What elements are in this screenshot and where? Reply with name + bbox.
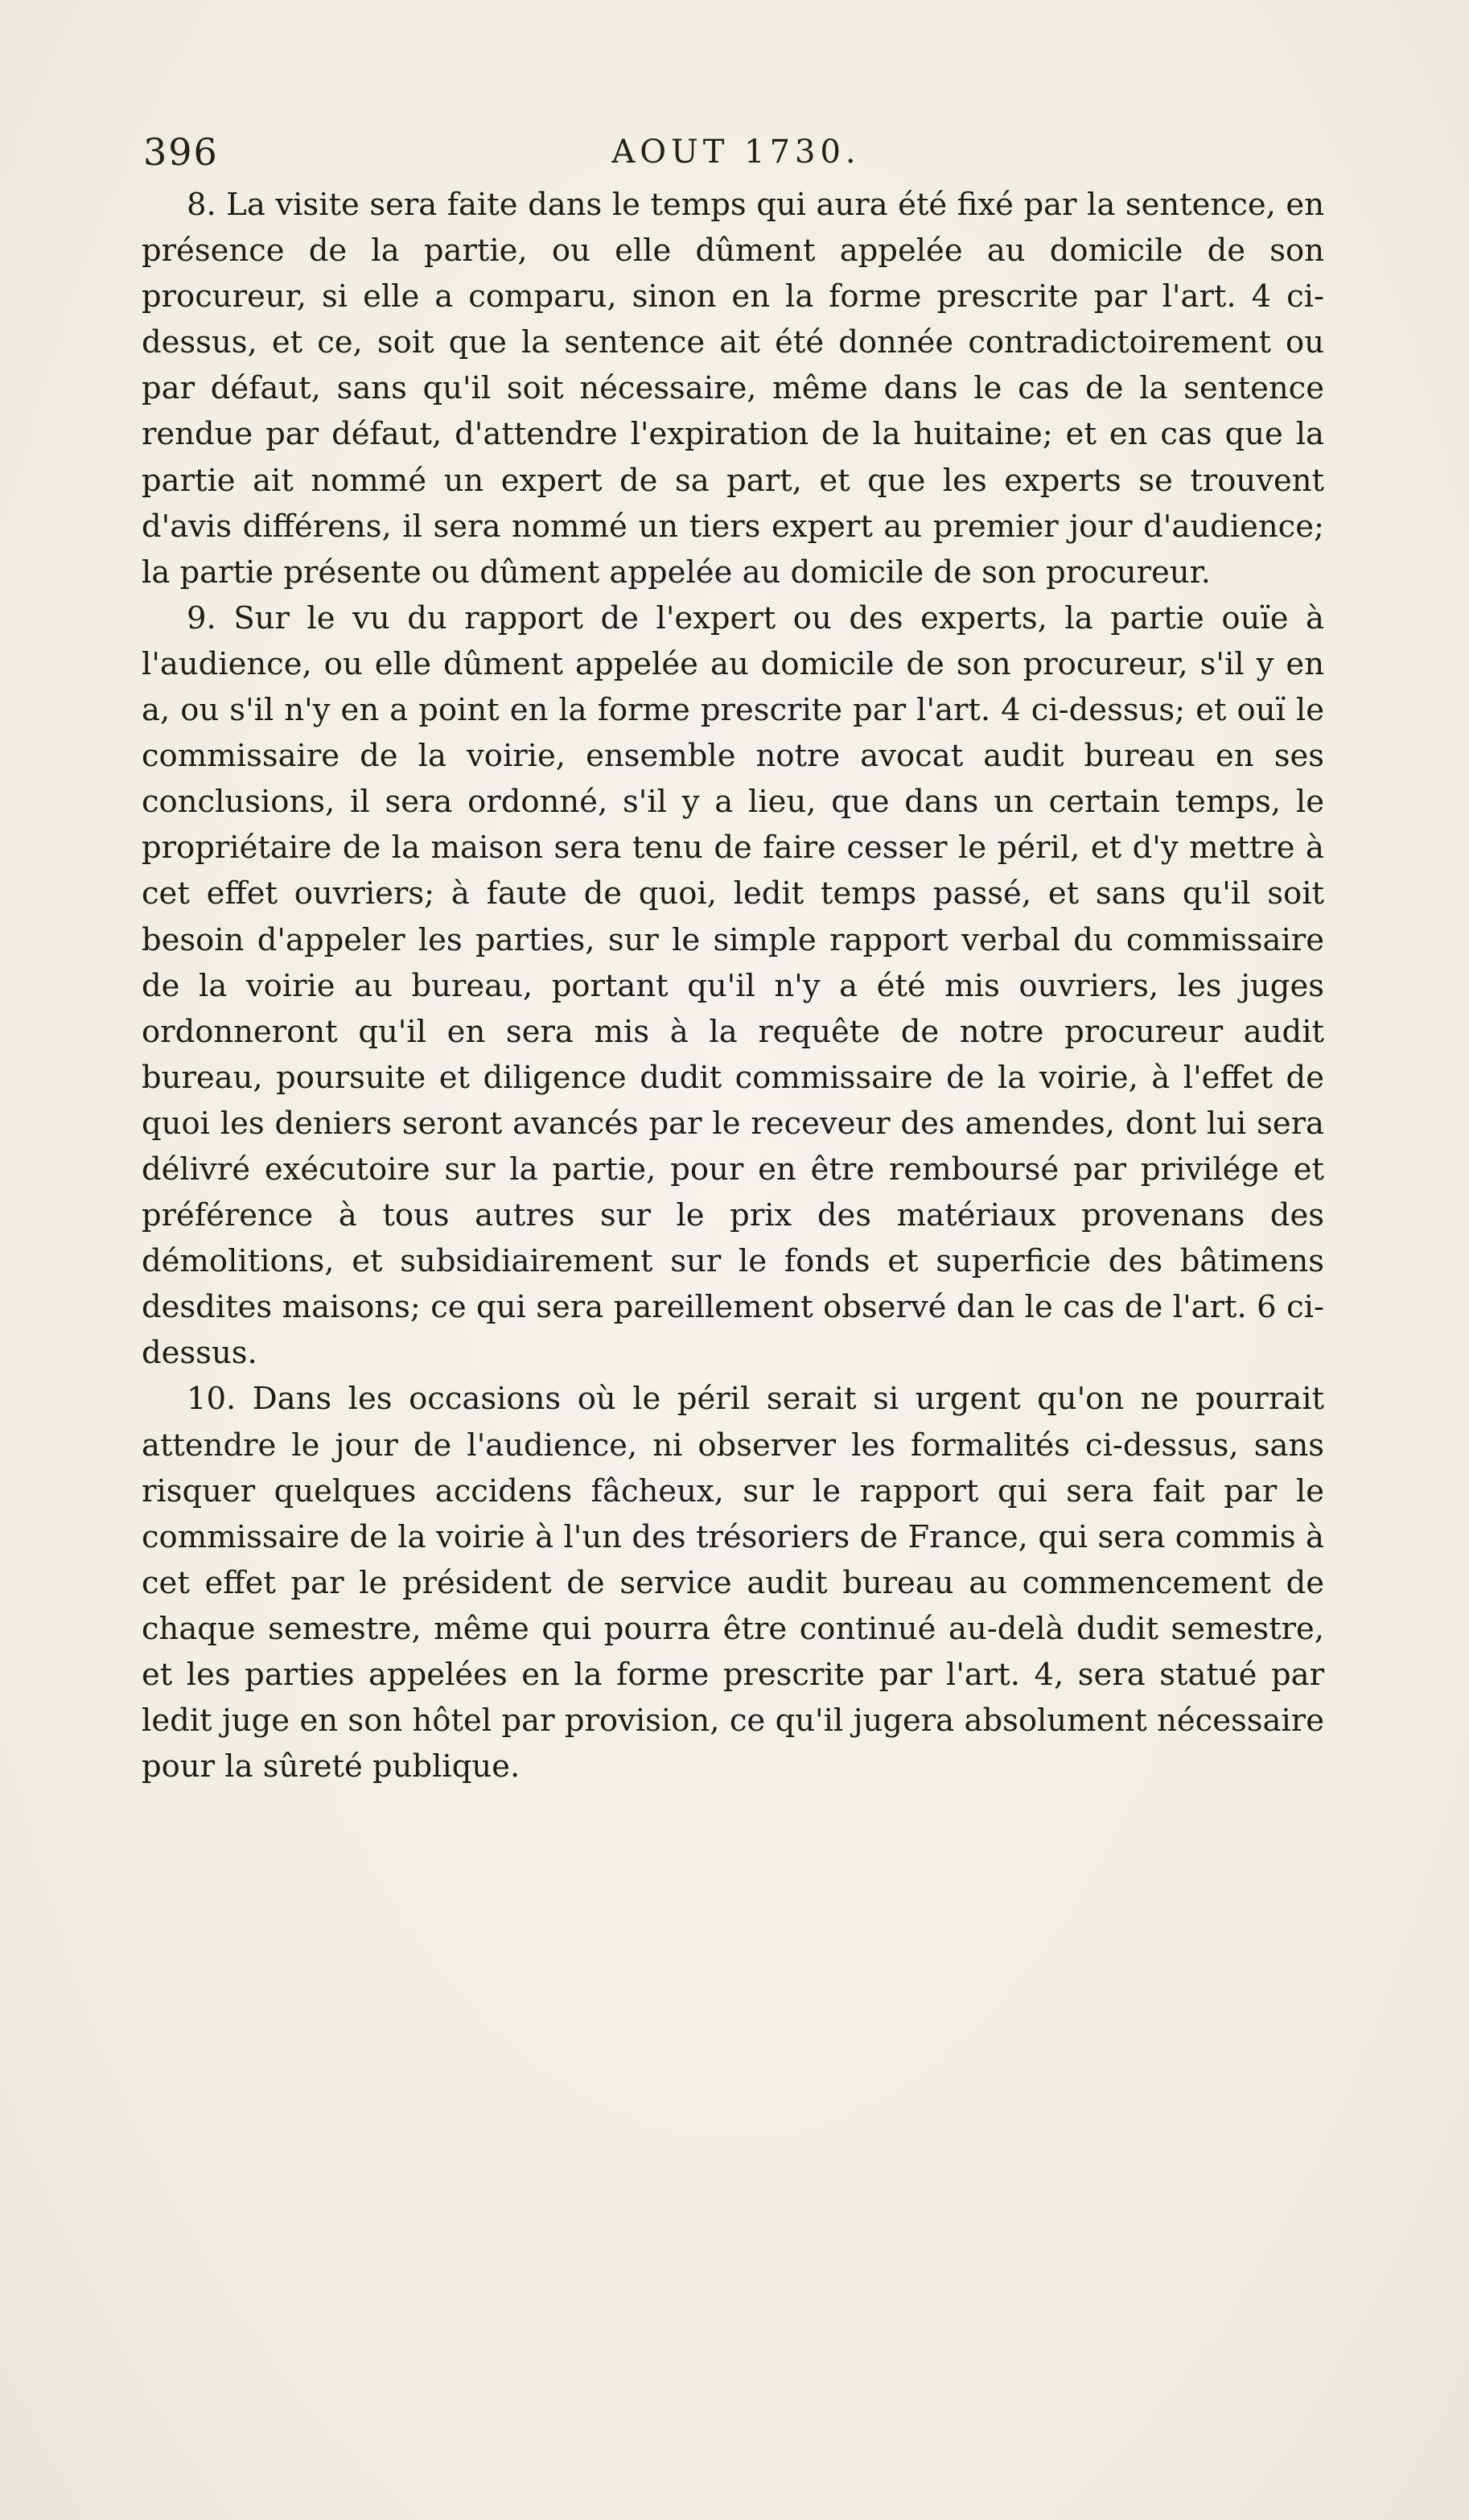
article-number: 10.	[187, 1381, 237, 1418]
article-text: La visite sera faite dans le temps qui aura été fixé par la sentence, en présence de la partie, ou elle dûment appelée au domicile de son procureur, si elle a comparu, sinon en la forme prescrite par l'art. 4 ci-dessus, et ce, soit que la sentence ait été donnée contradictoirement ou par défaut, sans qu'il soit nécessaire, même dans le cas de la sentence rendue par défaut, d'attendre l'expiration de la huitaine; et en cas que la partie ait nommé un expert de sa part, et que les experts se trouvent d'avis différens, il sera nommé un tiers expert au premier jour d'audience; la partie présente ou dûment appelée au domicile de son procureur.	[142, 187, 1324, 591]
page-number: 396	[143, 130, 219, 174]
article-text: Dans les occasions où le péril serait si urgent qu'on ne pourrait attendre le jour de l'audience, ni observer les formalités ci-dessus, sans risquer quelques accidens fâcheux, sur le rapport qui sera fait par le commissaire de la voirie à l'un des trésoriers de France, qui sera commis à cet effet par le président de service audit bureau au commencement de chaque semestre, même qui pourra être continué au-delà dudit semestre, et les parties appelées en la forme prescrite par l'art. 4, sera statué par ledit juge en son hôtel par provision, ce qu'il jugera absolument nécessaire pour la sûreté publique.	[142, 1381, 1324, 1785]
running-title: AOUT 1730.	[611, 134, 861, 171]
article-number: 8.	[187, 187, 216, 223]
body-text	[142, 182, 1324, 1789]
article-9	[142, 595, 1324, 1377]
article-8	[142, 182, 1324, 595]
article-10	[142, 1376, 1324, 1789]
article-number: 9.	[187, 599, 216, 636]
running-head	[143, 130, 1329, 187]
article-text: Sur le vu du rapport de l'expert ou des experts, la partie ouïe à l'audience, ou elle dûment appelée au domicile de son procureur, s'il y en a, ou s'il n'y en a point en la forme prescrite par l'art. 4 ci-dessus; et ouï le commissaire de la voirie, ensemble notre avocat audit bureau en ses conclusions, il sera ordonné, s'il y a lieu, que dans un certain temps, le propriétaire de la maison sera tenu de faire cesser le péril, et d'y mettre à cet effet ouvriers; à faute de quoi, ledit temps passé, et sans qu'il soit besoin d'appeler les parties, sur le simple rapport verbal du commissaire de la voirie au bureau, portant qu'il n'y a été mis ouvriers, les juges ordonneront qu'il en sera mis à la requête de notre procureur audit bureau, poursuite et diligence dudit commissaire de la voirie, à l'effet de quoi les deniers seront avancés par le receveur des amendes, dont lui sera délivré exécutoire sur la partie, pour en être remboursé par privilége et préférence à tous autres sur le prix des matériaux provenans des démolitions, et subsidiairement sur le fonds et superficie des bâtimens desdites maisons; ce qui sera pareillement observé dan le cas de l'art. 6 ci-dessus.	[142, 599, 1324, 1372]
